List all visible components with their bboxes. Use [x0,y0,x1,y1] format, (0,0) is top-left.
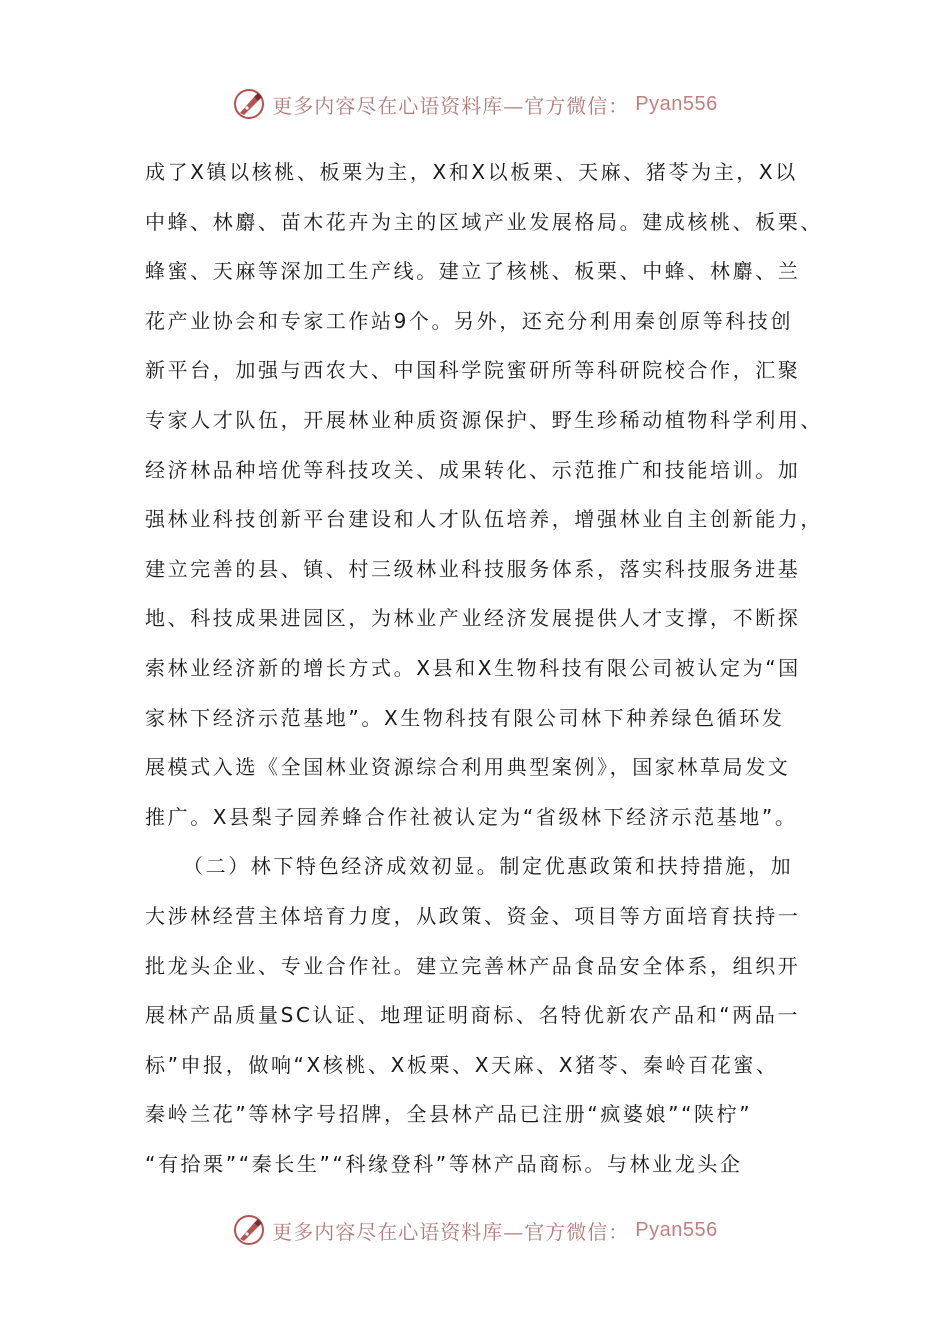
text-line: 经济林品种培优等科技攻关、成果转化、示范推广和技能培训。加 [145,457,801,482]
document-body [145,148,823,1189]
text-line: 中蜂、林麝、苗木花卉为主的区域产业发展格局。建成核桃、板栗、 [145,209,823,234]
text-line: 蜂蜜、天麻等深加工生产线。建立了核桃、板栗、中蜂、林麝、兰 [145,259,801,284]
text-line: “有拾栗”“秦长生”“科缘登科”等林产品商标。与林业龙头企 [145,1151,743,1176]
text-line: 地、科技成果进园区，为林业产业经济发展提供人才支撑，不断探 [145,606,801,631]
pen-nib-logo-icon [232,87,266,121]
text-line: 标”申报，做响“X核桃、X板栗、X天麻、X猪苓、秦岭百花蜜、 [145,1052,779,1077]
text-line: 新平台，加强与西农大、中国科学院蜜研所等科研院校合作，汇聚 [145,358,801,383]
text-line: 建立完善的县、镇、村三级林业科技服务体系，落实科技服务进基 [145,556,801,581]
watermark-wechat-id: Pyan556 [635,92,718,115]
text-line: 批龙头企业、专业合作社。建立完善林产品食品安全体系，组织开 [145,953,801,978]
watermark-text: 更多内容尽在心语资料库—官方微信： [272,93,630,118]
text-line: 专家人才队伍，开展林业种质资源保护、野生珍稀动植物科学利用、 [145,407,823,432]
text-line: 成了X镇以核桃、板栗为主，X和X以板栗、天麻、猪苓为主，X以 [145,160,798,184]
footer-watermark [0,1210,950,1250]
watermark-wechat-id: Pyan556 [635,1218,718,1241]
text-line: 强林业科技创新平台建设和人才队伍培养，增强林业自主创新能力， [145,507,823,532]
watermark-text: 更多内容尽在心语资料库—官方微信： [272,1219,630,1244]
text-line: 花产业协会和专家工作站9个。另外，还充分利用秦创原等科技创 [145,308,794,333]
text-line: 展林产品质量SC认证、地理证明商标、名特优新农产品和“两品一 [145,1003,801,1028]
pen-nib-logo-icon [232,1213,266,1247]
text-line: 秦岭兰花”等林字号招牌，全县林产品已注册“疯婆娘”“陕柠” [145,1102,753,1127]
text-line: 推广。X县梨子园养蜂合作社被认定为“省级林下经济示范基地”。 [145,804,798,829]
header-watermark [0,84,950,124]
text-line: 家林下经济示范基地”。X生物科技有限公司林下种养绿色循环发 [145,705,785,730]
section-heading-line: （二）林下特色经济成效初显。制定优惠政策和扶持措施，加 [183,854,794,879]
text-line: 索林业经济新的增长方式。X县和X生物科技有限公司被认定为“国 [145,655,801,680]
text-line: 展模式入选《全国林业资源综合利用典型案例》，国家林草局发文 [145,755,791,780]
text-line: 大涉林经营主体培育力度，从政策、资金、项目等方面培育扶持一 [145,903,801,928]
